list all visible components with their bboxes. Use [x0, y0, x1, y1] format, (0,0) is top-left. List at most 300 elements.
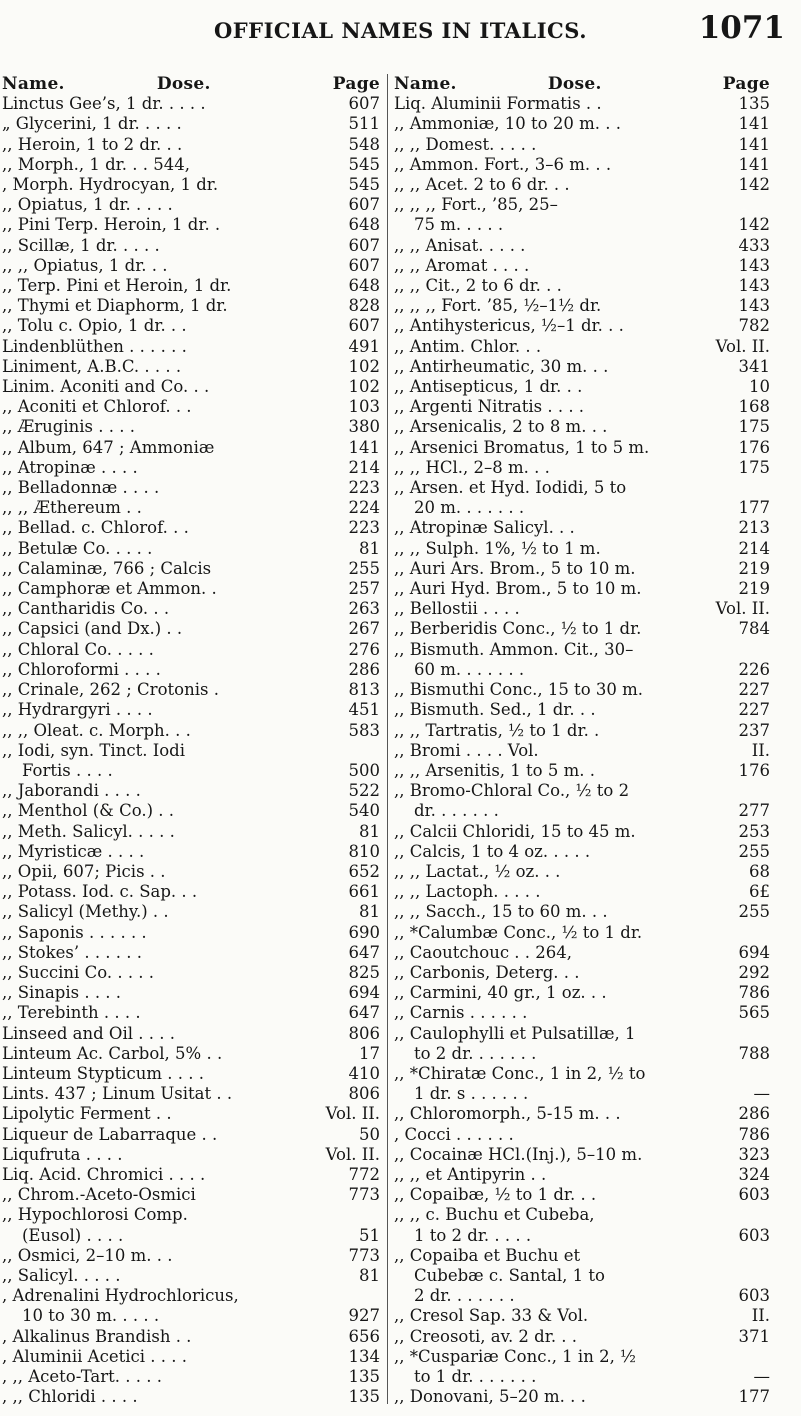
entry-text: ,, Carbonis, Deterg. . . — [394, 962, 580, 982]
entry-text: ,, Scillæ, 1 dr. . . . . — [2, 235, 160, 255]
entry-text: ,, Pini Terp. Heroin, 1 dr. . — [2, 215, 221, 235]
column-header — [2, 74, 380, 94]
entry-page: 607 — [348, 195, 380, 215]
entry-text: dr. . . . . . . — [414, 801, 499, 821]
entry-list — [2, 94, 380, 1407]
entry-text: ,, Bellostii . . . . — [394, 599, 520, 619]
index-entry — [394, 1246, 770, 1266]
entry-page: 263 — [348, 599, 380, 619]
entry-text: ,, ,, Domest. . . . . — [394, 134, 537, 154]
entry-text: ,, Bromi . . . . Vol. — [394, 740, 539, 760]
entry-page: 511 — [348, 114, 380, 134]
header-dose: Dose. — [547, 74, 602, 94]
entry-text: ,, Donovani, 5–20 m. . . — [394, 1387, 586, 1407]
entry-text: 60 m. . . . . . . — [414, 659, 525, 679]
index-entry — [2, 741, 380, 761]
entry-page: 81 — [359, 821, 380, 841]
entry-page: 255 — [348, 558, 380, 578]
entry-text: Liqufruta . . . . — [2, 1144, 123, 1164]
index-entry — [394, 256, 770, 276]
entry-text: , Aluminii Acetici . . . . — [2, 1346, 187, 1366]
entry-text: ,, Aconiti et Chlorof. . . — [2, 397, 192, 417]
index-entry — [2, 539, 380, 559]
entry-text: ,, Calaminæ, 766 ; Calcis — [2, 558, 212, 578]
index-entry — [2, 1347, 380, 1367]
entry-text: ,, ,, Lactat., ½ oz. . . — [394, 861, 561, 881]
entry-text: , Cocci . . . . . . — [394, 1124, 514, 1144]
index-entry — [2, 236, 380, 256]
entry-text: „ Glycerini, 1 dr. . . . . — [2, 114, 182, 134]
entry-text: ,, Antisepticus, 1 dr. . . — [394, 377, 583, 397]
index-entry — [394, 155, 770, 175]
entry-text: ,, Menthol (& Co.) . . — [2, 801, 175, 821]
entry-text: ,, Chloral Co. . . . . — [2, 639, 154, 659]
index-entry — [394, 640, 770, 660]
entry-text: ,, Tolu c. Opio, 1 dr. . . — [2, 316, 187, 336]
entry-text: ,, ,, c. Buchu et Cubeba, — [394, 1205, 595, 1225]
entry-page: 219 — [738, 579, 770, 599]
entry-page: 782 — [738, 316, 770, 336]
entry-page: 656 — [348, 1326, 380, 1346]
entry-page: 772 — [348, 1164, 380, 1184]
index-entry — [394, 842, 770, 862]
entry-text: ,, Jaborandi . . . . — [2, 781, 141, 801]
entry-text: ,, Cresol Sap. 33 & Vol. — [394, 1306, 589, 1326]
index-entry — [2, 215, 380, 235]
index-entry — [394, 1306, 770, 1326]
index-entry — [2, 155, 380, 175]
entry-text: ,, Salicyl (Methy.) . . — [2, 902, 169, 922]
entry-text: ,, Antirheumatic, 30 m. . . — [394, 356, 609, 376]
entry-page: 545 — [348, 175, 380, 195]
entry-text: Lindenblüthen . . . . . . — [2, 336, 187, 356]
index-entry — [394, 1286, 770, 1306]
entry-text: ,, ,, Sulph. 1%, ½ to 1 m. — [394, 538, 601, 558]
entry-text: ,, ,, Anisat. . . . . — [394, 235, 526, 255]
entry-text: Linteum Ac. Carbol, 5% . . — [2, 1043, 223, 1063]
entry-text: ,, Carnis . . . . . . — [394, 1003, 528, 1023]
entry-page: 433 — [738, 235, 770, 255]
entry-page: 141 — [738, 154, 770, 174]
entry-page: 143 — [738, 255, 770, 275]
column-divider — [387, 74, 388, 1404]
entry-page: 6£ — [749, 882, 770, 902]
entry-page: 648 — [348, 215, 380, 235]
index-entry — [2, 640, 380, 660]
entry-text: ,, *Cuspariæ Conc., 1 in 2, ½ — [394, 1346, 637, 1366]
entry-text: 2 dr. . . . . . . — [414, 1286, 515, 1306]
entry-page: Vol. II. — [325, 1144, 380, 1164]
entry-page: 806 — [348, 1023, 380, 1043]
entry-text: ,, Iodi, syn. Tinct. Iodi — [2, 740, 185, 760]
index-entry — [2, 1387, 380, 1407]
entry-text: ,, ,, Lactoph. . . . . — [394, 882, 541, 902]
entry-page: 603 — [738, 1185, 770, 1205]
entry-text: ,, Ammon. Fort., 3–6 m. . . — [394, 154, 612, 174]
entry-page: 825 — [348, 962, 380, 982]
index-entry — [2, 458, 380, 478]
entry-page: 142 — [738, 215, 770, 235]
entry-text: ,, Osmici, 2–10 m. . . — [2, 1245, 173, 1265]
index-entry — [394, 316, 770, 336]
left-column — [2, 74, 380, 1407]
index-entry — [2, 579, 380, 599]
entry-text: ,, Myristicæ . . . . — [2, 841, 145, 861]
index-entry — [394, 397, 770, 417]
entry-text: ,, Opiatus, 1 dr. . . . . — [2, 195, 173, 215]
entry-text: ,, ,, Opiatus, 1 dr. . . — [2, 255, 168, 275]
entry-text: , Morph. Hydrocyan, 1 dr. — [2, 175, 219, 195]
entry-text: ,, Argenti Nitratis . . . . — [394, 397, 585, 417]
entry-text: Liqueur de Labarraque . . — [2, 1124, 218, 1144]
entry-text: ,, *Calumbæ Conc., ½ to 1 dr. — [394, 922, 643, 942]
entry-page: 410 — [348, 1063, 380, 1083]
entry-page: 773 — [348, 1245, 380, 1265]
entry-page: 786 — [738, 1124, 770, 1144]
index-entry — [394, 458, 770, 478]
index-entry — [394, 377, 770, 397]
entry-page: 451 — [348, 700, 380, 720]
index-entry — [2, 963, 380, 983]
entry-text: , ,, Chloridi . . . . — [2, 1387, 138, 1407]
entry-text: Liq. Acid. Chromici . . . . — [2, 1164, 206, 1184]
entry-page: 828 — [348, 296, 380, 316]
index-entry — [394, 680, 770, 700]
entry-text: ,, Stokes’ . . . . . . — [2, 942, 143, 962]
entry-page: 607 — [348, 94, 380, 114]
entry-text: ,, ,, ,, Fort., ’85, 25– — [394, 195, 558, 215]
index-entry — [2, 1104, 380, 1124]
index-entry — [394, 882, 770, 902]
index-entry — [2, 660, 380, 680]
entry-page: 175 — [738, 457, 770, 477]
index-entry — [394, 135, 770, 155]
entry-text: ,, Capsici (and Dx.) . . — [2, 619, 183, 639]
index-entry — [2, 478, 380, 498]
index-entry — [394, 478, 770, 498]
entry-page: 143 — [738, 276, 770, 296]
entry-page: 10 — [749, 377, 770, 397]
entry-text: ,, Calcii Chloridi, 15 to 45 m. — [394, 821, 636, 841]
entry-text: 20 m. . . . . . . — [414, 498, 525, 518]
index-entry — [2, 94, 380, 114]
entry-page: 500 — [348, 760, 380, 780]
index-entry — [2, 195, 380, 215]
entry-text: ,, Cantharidis Co. . . — [2, 599, 170, 619]
entry-text: ,, Creosoti, av. 2 dr. . . — [394, 1326, 578, 1346]
entry-page: 583 — [348, 720, 380, 740]
index-entry — [394, 1266, 770, 1286]
entry-text: ,, Chloromorph., 5-15 m. . . — [394, 1104, 621, 1124]
entry-page: 255 — [738, 841, 770, 861]
entry-page: 286 — [738, 1104, 770, 1124]
entry-text: , Adrenalini Hydrochloricus, — [2, 1286, 239, 1306]
entry-text: 75 m. . . . . — [414, 215, 504, 235]
entry-page: Vol. II. — [715, 336, 770, 356]
index-entry — [2, 983, 380, 1003]
entry-page: 17 — [359, 1043, 380, 1063]
index-entry — [2, 1205, 380, 1225]
index-entry — [2, 1306, 380, 1326]
index-entry — [394, 337, 770, 357]
entry-page: 324 — [738, 1164, 770, 1184]
entry-text: 1 to 2 dr. . . . . — [414, 1225, 532, 1245]
index-entry — [2, 316, 380, 336]
entry-text: ,, Crinale, 262 ; Crotonis . — [2, 680, 219, 700]
index-entry — [2, 518, 380, 538]
index-entry — [394, 579, 770, 599]
entry-text: ,, Opii, 607; Picis . . — [2, 861, 166, 881]
entry-page: 177 — [738, 1387, 770, 1407]
index-entry — [2, 599, 380, 619]
entry-page: 491 — [348, 336, 380, 356]
index-entry — [394, 498, 770, 518]
entry-text: ,, Saponis . . . . . . — [2, 922, 147, 942]
index-entry — [394, 1165, 770, 1185]
entry-text: ,, Heroin, 1 to 2 dr. . . — [2, 134, 183, 154]
entry-text: (Eusol) . . . . — [22, 1225, 124, 1245]
entry-page: 292 — [738, 962, 770, 982]
entry-text: Lipolytic Ferment . . — [2, 1104, 172, 1124]
entry-page: 607 — [348, 316, 380, 336]
index-entry — [2, 680, 380, 700]
entry-text: ,, ,, Sacch., 15 to 60 m. . . — [394, 902, 608, 922]
running-head — [0, 6, 801, 56]
entry-text: ,, Antihystericus, ½–1 dr. . . — [394, 316, 624, 336]
entry-page: Vol. II. — [715, 599, 770, 619]
entry-text: to 1 dr. . . . . . . — [414, 1367, 537, 1386]
index-entry — [2, 498, 380, 518]
index-entry — [2, 842, 380, 862]
entry-text: ,, Sinapis . . . . — [2, 983, 122, 1003]
index-entry — [2, 1145, 380, 1165]
entry-text: ,, Belladonnæ . . . . — [2, 478, 160, 498]
entry-page: 135 — [348, 1387, 380, 1407]
index-entry — [2, 135, 380, 155]
index-entry — [2, 902, 380, 922]
index-entry — [2, 801, 380, 821]
index-entry — [2, 357, 380, 377]
entry-page: 603 — [738, 1225, 770, 1245]
entry-text: ,, Auri Hyd. Brom., 5 to 10 m. — [394, 579, 642, 599]
entry-page: 214 — [738, 538, 770, 558]
index-entry — [2, 559, 380, 579]
header-name: Name. — [394, 74, 457, 94]
index-entry — [394, 1226, 770, 1246]
column-header — [394, 74, 770, 94]
entry-text: ,, Salicyl. . . . . — [2, 1265, 121, 1285]
entry-text: ,, Berberidis Conc., ½ to 1 dr. — [394, 619, 642, 639]
entry-page: 227 — [738, 680, 770, 700]
entry-page: 142 — [738, 175, 770, 195]
entry-page: 81 — [359, 902, 380, 922]
page-number: 1071 — [698, 10, 785, 46]
index-entry — [2, 700, 380, 720]
index-entry — [2, 862, 380, 882]
entry-text: ,, Terebinth . . . . — [2, 1003, 141, 1023]
index-entry — [394, 761, 770, 781]
entry-text: , Alkalinus Brandish . . — [2, 1326, 192, 1346]
entry-page: 323 — [738, 1144, 770, 1164]
entry-page: 226 — [738, 659, 770, 679]
entry-text: ,, Caoutchouc . . 264, — [394, 942, 573, 962]
entry-text: ,, Caulophylli et Pulsatillæ, 1 — [394, 1023, 636, 1043]
index-entry — [2, 1003, 380, 1023]
entry-page: 286 — [348, 659, 380, 679]
entry-text: Linseed and Oil . . . . — [2, 1023, 175, 1043]
entry-page: 647 — [348, 942, 380, 962]
entry-page: 176 — [738, 760, 770, 780]
entry-page: 548 — [348, 134, 380, 154]
entry-page: 540 — [348, 801, 380, 821]
entry-text: Liniment, A.B.C. . . . . — [2, 356, 182, 376]
index-entry — [394, 741, 770, 761]
index-entry — [394, 236, 770, 256]
entry-page: 135 — [738, 94, 770, 114]
header-page: Page — [332, 74, 380, 94]
index-entry — [2, 943, 380, 963]
entry-text: ,, Potass. Iod. c. Sap. . . — [2, 882, 198, 902]
entry-text: ,, ,, Arsenitis, 1 to 5 m. . — [394, 760, 595, 780]
entry-text: Fortis . . . . — [22, 760, 113, 780]
entry-page: 565 — [738, 1003, 770, 1023]
running-head-title: OFFICIAL NAMES IN ITALICS. — [213, 18, 587, 43]
entry-page: 784 — [738, 619, 770, 639]
entry-text: ,, Copaiba et Buchu et — [394, 1245, 581, 1265]
entry-text: ,, ,, Æthereum . . — [2, 498, 142, 518]
index-entry — [394, 983, 770, 1003]
index-entry — [2, 1185, 380, 1205]
entry-text: ,, ,, Acet. 2 to 6 dr. . . — [394, 175, 570, 195]
entry-page: 50 — [359, 1124, 380, 1144]
entry-page: II. — [751, 1306, 770, 1326]
entry-text: ,, Bromo-Chloral Co., ½ to 2 — [394, 781, 630, 801]
index-entry — [394, 822, 770, 842]
index-entry — [2, 1125, 380, 1145]
index-entry — [394, 1125, 770, 1145]
index-entry — [2, 1084, 380, 1104]
entry-text: ,, Betulæ Co. . . . . — [2, 538, 153, 558]
index-entry — [394, 801, 770, 821]
entry-text: ,, Atropinæ Salicyl. . . — [394, 518, 575, 538]
entry-text: ,, Bismuth. Ammon. Cit., 30– — [394, 639, 634, 659]
entry-text: ,, Morph., 1 dr. . . 544, — [2, 154, 190, 174]
header-page: Page — [722, 74, 770, 94]
entry-text: ,, Arsenici Bromatus, 1 to 5 m. — [394, 437, 650, 457]
index-entry — [394, 417, 770, 437]
entry-text: ,, Chloroformi . . . . — [2, 659, 161, 679]
entry-text: ,, Atropinæ . . . . — [2, 457, 138, 477]
index-entry — [394, 923, 770, 943]
entry-page: 648 — [348, 276, 380, 296]
entry-page: 227 — [738, 700, 770, 720]
entry-page: 276 — [348, 639, 380, 659]
index-entry — [2, 721, 380, 741]
index-entry — [2, 1286, 380, 1306]
entry-text: ,, Camphoræ et Ammon. . — [2, 579, 217, 599]
entry-text: ,, Chrom.-Aceto-Osmici — [2, 1185, 196, 1205]
index-entry — [394, 862, 770, 882]
entry-page: 51 — [359, 1225, 380, 1245]
index-entry — [394, 1387, 770, 1407]
entry-page: 603 — [738, 1286, 770, 1306]
index-entry — [394, 1205, 770, 1225]
index-entry — [394, 781, 770, 801]
index-entry — [394, 619, 770, 639]
entry-page: 652 — [348, 861, 380, 881]
entry-page: 213 — [738, 518, 770, 538]
entry-page: 813 — [348, 680, 380, 700]
index-entry — [394, 518, 770, 538]
entry-text: ,, Auri Ars. Brom., 5 to 10 m. — [394, 558, 636, 578]
entry-page: 545 — [348, 154, 380, 174]
index-entry — [2, 923, 380, 943]
index-entry — [2, 1024, 380, 1044]
entry-page: 607 — [348, 235, 380, 255]
index-entry — [394, 1064, 770, 1084]
index-entry — [2, 114, 380, 134]
index-entry — [2, 882, 380, 902]
entry-page: 141 — [348, 437, 380, 457]
entry-page: 267 — [348, 619, 380, 639]
index-entry — [2, 417, 380, 437]
entry-page: 223 — [348, 518, 380, 538]
entry-text: Linteum Stypticum . . . . — [2, 1063, 204, 1083]
entry-page: 223 — [348, 478, 380, 498]
entry-list — [394, 94, 770, 1407]
entry-text: 1 dr. s . . . . . . — [414, 1084, 529, 1104]
index-entry — [2, 822, 380, 842]
entry-text: ,, *Chiratæ Conc., 1 in 2, ½ to — [394, 1063, 646, 1083]
entry-text: ,, ,, Aromat . . . . — [394, 255, 530, 275]
entry-text: ,, Antim. Chlor. . . — [394, 336, 542, 356]
index-entry — [394, 175, 770, 195]
index-entry — [394, 357, 770, 377]
entry-page: 773 — [348, 1185, 380, 1205]
index-entry — [2, 1266, 380, 1286]
entry-text: ,, Hydrargyri . . . . — [2, 700, 153, 720]
entry-page: 214 — [348, 457, 380, 477]
index-entry — [2, 1367, 380, 1387]
entry-text: ,, Carmini, 40 gr., 1 oz. . . — [394, 983, 607, 1003]
entry-page: 134 — [348, 1346, 380, 1366]
entry-page: 102 — [348, 377, 380, 397]
entry-text: ,, Thymi et Diaphorm, 1 dr. — [2, 296, 228, 316]
entry-page: 371 — [738, 1326, 770, 1346]
index-entry — [2, 1246, 380, 1266]
index-entry — [394, 438, 770, 458]
index-entry — [2, 175, 380, 195]
entry-page: 177 — [738, 498, 770, 518]
entry-page: 810 — [348, 841, 380, 861]
entry-text: ,, Bellad. c. Chlorof. . . — [2, 518, 189, 538]
index-entry — [2, 761, 380, 781]
entry-page: 175 — [738, 417, 770, 437]
index-entry — [394, 195, 770, 215]
index-entry — [394, 559, 770, 579]
index-entry — [2, 1165, 380, 1185]
entry-page: 927 — [348, 1306, 380, 1326]
entry-text: ,, ,, Cit., 2 to 6 dr. . . — [394, 276, 562, 296]
index-entry — [394, 114, 770, 134]
entry-page: 277 — [738, 801, 770, 821]
index-entry — [2, 781, 380, 801]
entry-page: 253 — [738, 821, 770, 841]
entry-text: ,, Album, 647 ; Ammoniæ — [2, 437, 215, 457]
entry-page: 224 — [348, 498, 380, 518]
index-entry — [2, 438, 380, 458]
entry-page: Vol. II. — [325, 1104, 380, 1124]
